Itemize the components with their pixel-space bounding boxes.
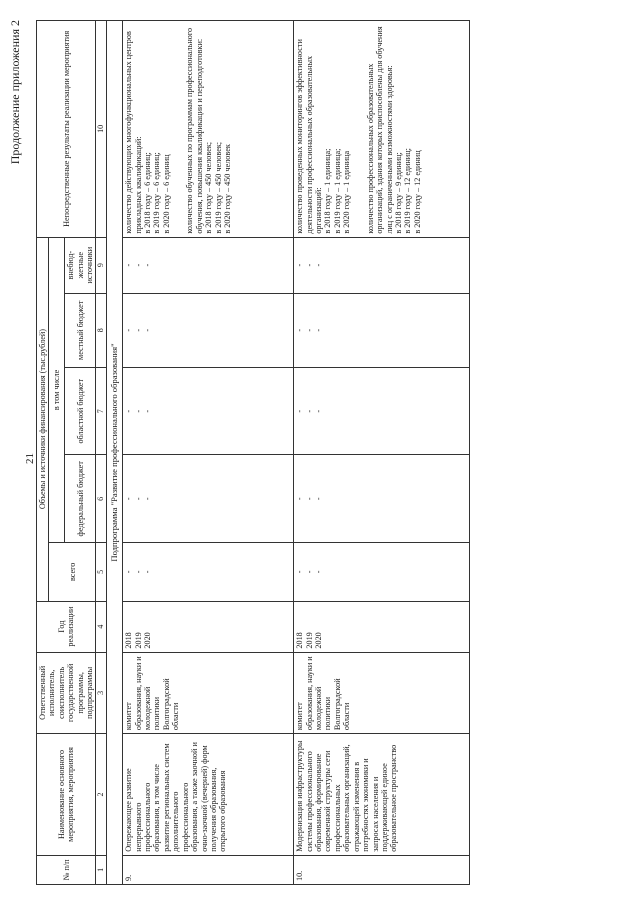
header-incl: в том числе bbox=[49, 237, 65, 542]
row-results bbox=[123, 21, 294, 238]
page-number: 21 bbox=[24, 453, 36, 464]
row-total: - - - bbox=[123, 543, 294, 601]
funding-table bbox=[36, 20, 470, 885]
row-executor: комитет образования, науки и молодежной политики Волгоградской области bbox=[123, 652, 294, 734]
year-value: 2019 bbox=[304, 632, 314, 649]
col-number: 2 bbox=[96, 734, 106, 856]
col-number: 10 bbox=[96, 21, 106, 238]
header-federal: федеральный бюджет bbox=[65, 455, 96, 543]
header-name: Наименование основного мероприятия, мероприятия bbox=[37, 734, 96, 856]
row-name: Модернизация инфраструктуры системы профессионального образования, формирование современной структуры сети профессиональных образовательных организаций, отражающей изменения в потребностях экономики и запросах населения и поддерживающей единое образовательное пространство bbox=[294, 734, 470, 856]
row-federal: - - - bbox=[294, 455, 470, 543]
continuation-caption: Продолжение приложения 2 bbox=[8, 20, 22, 165]
result-block: количество действующих многофункциональных центров прикладных квалификаций: в 2018 году – 6 единиц; в 2019 году – 6 единиц; в 2020 году – 6 единиц bbox=[124, 31, 171, 234]
table-row bbox=[123, 21, 294, 885]
col-number: 8 bbox=[96, 293, 106, 367]
header-extra: внебюд- жетные источники bbox=[65, 237, 96, 293]
col-number: 9 bbox=[96, 237, 106, 293]
year-value: 2018 bbox=[124, 632, 134, 649]
column-numbers-row bbox=[96, 21, 106, 885]
header-funding: Объемы и источники финансирования (тыс.рублей) bbox=[37, 237, 49, 601]
col-number: 1 bbox=[96, 855, 106, 884]
row-executor: комитет образования, науки и молодежной политики Волгоградской области bbox=[294, 652, 470, 734]
col-number: 3 bbox=[96, 652, 106, 734]
row-num: 10. bbox=[294, 855, 470, 884]
row-total: - - - bbox=[294, 543, 470, 601]
year-value: 2020 bbox=[314, 632, 324, 649]
col-number: 4 bbox=[96, 601, 106, 652]
result-block: количество проведенных мониторингов эффективности деятельности профессиональных образовательных организаций: в 2018 году – 1 единица; в 2019 году – 1 единица; в 2020 году – 1 единица bbox=[295, 39, 352, 234]
year-value: 2020 bbox=[143, 632, 153, 649]
header-regional: областной бюджет bbox=[65, 367, 96, 455]
header-results: Непосредственные результаты реализации мероприятия bbox=[37, 21, 96, 238]
header-total: всего bbox=[49, 543, 96, 601]
row-federal: - - - bbox=[123, 455, 294, 543]
header-year: Год реализации bbox=[37, 601, 96, 652]
subprogram-title: Подпрограмма "Развитие профессионального образования" bbox=[106, 21, 122, 885]
row-local: - - - bbox=[123, 293, 294, 367]
year-value: 2019 bbox=[133, 632, 143, 649]
row-extra: - - - bbox=[294, 237, 470, 293]
header-num: № п/п bbox=[37, 855, 96, 884]
row-extra: - - - bbox=[123, 237, 294, 293]
table-row bbox=[294, 21, 470, 885]
col-number: 7 bbox=[96, 367, 106, 455]
subprogram-row bbox=[106, 21, 122, 885]
row-regional: - - - bbox=[294, 367, 470, 455]
result-block: количество профессиональных образовательных организаций, здания которых приспособлены для обучения лиц с ограниченными возможностями здоровья: в 2018 году – 9 единиц; в 2019 году – 12 единиц; в 2020 году – 12 единиц bbox=[365, 26, 422, 234]
col-number: 5 bbox=[96, 543, 106, 601]
row-num: 9. bbox=[123, 855, 294, 884]
row-results bbox=[294, 21, 470, 238]
row-regional: - - - bbox=[123, 367, 294, 455]
col-number: 6 bbox=[96, 455, 106, 543]
header-executor: Ответственный исполнитель, соисполнитель государственной программы, подпрограммы bbox=[37, 652, 96, 734]
result-block: количество обученных по программам профессионального обучения, повышения квалификации и переподготовки: в 2018 году – 450 человек; в 2019 году – 450 человек; в 2020 году – 450 человек bbox=[185, 27, 232, 234]
row-years bbox=[294, 601, 470, 652]
header-row bbox=[37, 21, 49, 885]
row-name: Опережающее развитие непрерывного профессионального образования, в том числе развитие региональных систем дополнительного профессионального образования, а также заочной и очно-заочной (вечерней) форм получения образования, открытого образования bbox=[123, 734, 294, 856]
row-local: - - - bbox=[294, 293, 470, 367]
header-local: местный бюджет bbox=[65, 293, 96, 367]
year-value: 2018 bbox=[295, 632, 305, 649]
row-years bbox=[123, 601, 294, 652]
